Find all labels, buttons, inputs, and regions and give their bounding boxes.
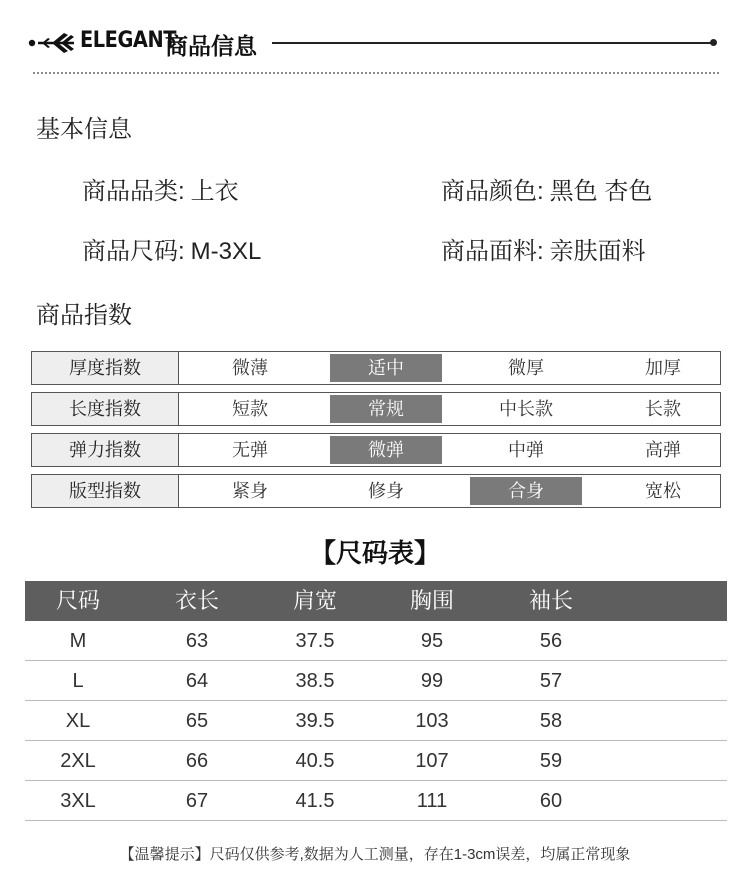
cell-sleeve: 58: [539, 710, 563, 732]
cell-chest: 107: [415, 750, 449, 772]
index-option: 长款: [645, 399, 681, 419]
size-chart-title: 【尺码表】: [309, 538, 440, 568]
info-size-value: M-3XL: [190, 238, 262, 265]
cell-size: XL: [65, 710, 91, 732]
cell-length: 66: [185, 750, 209, 772]
info-category-value: 上衣: [190, 178, 239, 205]
cell-length: 64: [185, 670, 209, 692]
info-size-label: 商品尺码:: [82, 238, 185, 265]
cell-shoulder: 39.5: [295, 710, 335, 732]
table-row: [25, 781, 727, 821]
index-option: 短款: [232, 399, 268, 419]
index-option: 微厚: [508, 358, 544, 378]
arrow-leaf-logo-icon: [28, 30, 78, 56]
column-header-sleeve: 袖长: [528, 588, 573, 613]
index-option: 修身: [368, 481, 404, 501]
cell-shoulder: 38.5: [295, 670, 335, 692]
index-row-fit: [31, 474, 721, 508]
tip-note: 【温馨提示】尺码仅供参考,数据为人工测量，存在1-3cm误差，均属正常现象: [119, 846, 631, 863]
info-fabric: [441, 231, 646, 266]
header-title: 商品信息: [165, 33, 257, 59]
index-row-label: 弹力指数: [32, 434, 179, 466]
cell-sleeve: 59: [539, 750, 563, 772]
cell-sleeve: 56: [539, 630, 563, 652]
header: [0, 0, 750, 90]
column-header-shoulder: 肩宽: [292, 588, 337, 613]
cell-shoulder: 41.5: [295, 790, 335, 812]
cell-sleeve: 60: [539, 790, 563, 812]
cell-chest: 103: [415, 710, 449, 732]
index-option: 高弹: [645, 440, 681, 460]
index-row-thickness: [31, 351, 721, 385]
index-row-label: 版型指数: [32, 475, 179, 507]
table-row: [25, 701, 727, 741]
brand-name: ELEGANT: [80, 28, 176, 53]
table-row: [25, 741, 727, 781]
index-row-label: 厚度指数: [32, 352, 179, 384]
index-row-label: 长度指数: [32, 393, 179, 425]
cell-chest: 111: [416, 790, 448, 812]
info-category-label: 商品品类:: [82, 178, 185, 205]
basic-info-title: 基本信息: [36, 116, 132, 143]
index-option: 中弹: [508, 440, 544, 460]
dotted-divider: [33, 72, 719, 74]
column-header-size: 尺码: [55, 588, 100, 613]
cell-chest: 99: [420, 670, 444, 692]
table-row: [25, 621, 727, 661]
info-color: [441, 171, 652, 206]
info-color-label: 商品颜色:: [441, 178, 544, 205]
index-option-selected: 合身: [470, 477, 582, 505]
column-header-length: 衣长: [174, 588, 219, 613]
info-fabric-value: 亲肤面料: [549, 238, 646, 265]
index-option: 无弹: [232, 440, 268, 460]
column-header-chest: 胸围: [409, 588, 454, 613]
index-option: 微薄: [232, 358, 268, 378]
cell-length: 67: [185, 790, 209, 812]
header-divider: [272, 42, 712, 44]
index-row-length: [31, 392, 721, 426]
index-option-selected: 常规: [330, 395, 442, 423]
info-color-value: 黑色 杏色: [549, 178, 653, 205]
cell-size: 3XL: [60, 790, 96, 812]
index-title: 商品指数: [36, 302, 132, 329]
cell-shoulder: 37.5: [295, 630, 335, 652]
cell-size: 2XL: [60, 750, 96, 772]
size-chart-table: [25, 581, 727, 821]
cell-sleeve: 57: [539, 670, 563, 692]
index-row-elasticity: [31, 433, 721, 467]
cell-chest: 95: [420, 630, 444, 652]
cell-length: 65: [185, 710, 209, 732]
index-option: 宽松: [645, 481, 681, 501]
info-category: [82, 171, 239, 206]
info-fabric-label: 商品面料:: [441, 238, 544, 265]
index-option: 加厚: [645, 358, 681, 378]
cell-size: L: [72, 670, 84, 692]
table-row: [25, 661, 727, 701]
size-chart-header: [25, 581, 727, 621]
index-table: [31, 351, 721, 515]
index-option-selected: 微弹: [330, 436, 442, 464]
info-size: [82, 231, 261, 266]
cell-shoulder: 40.5: [295, 750, 335, 772]
index-option: 中长款: [499, 399, 553, 419]
header-divider-dot: [710, 39, 717, 46]
index-option-selected: 适中: [330, 354, 442, 382]
cell-length: 63: [185, 630, 209, 652]
index-option: 紧身: [232, 481, 268, 501]
cell-size: M: [69, 630, 87, 652]
